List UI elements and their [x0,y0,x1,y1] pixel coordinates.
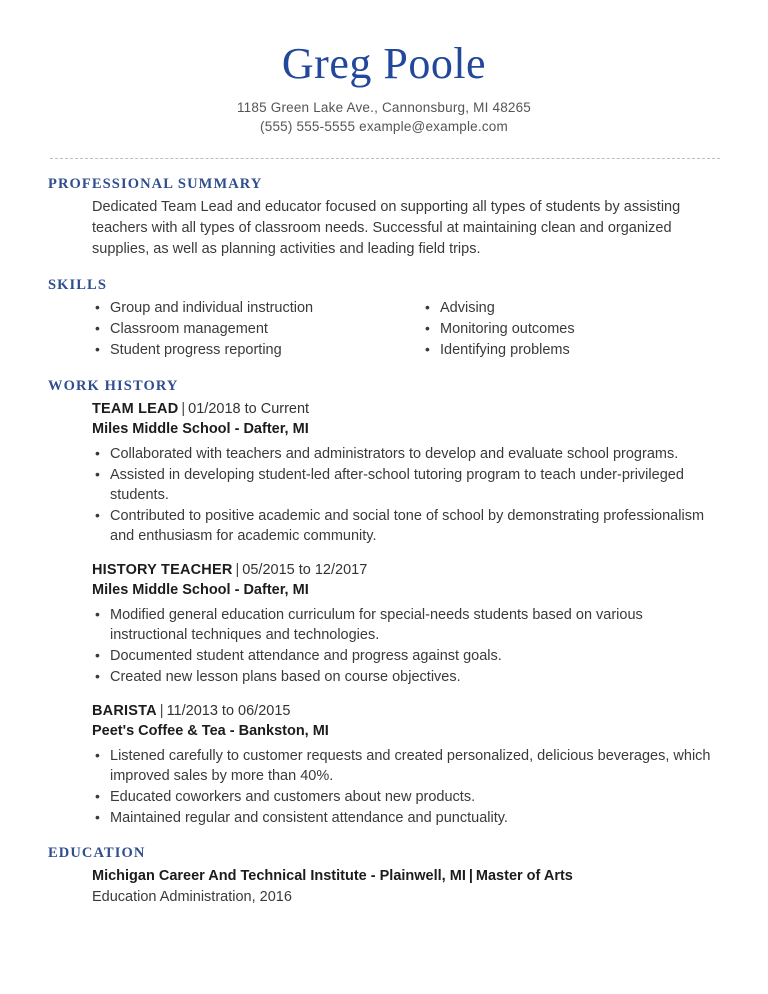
candidate-name: Greg Poole [281,39,487,88]
section-title-summary: PROFESSIONAL SUMMARY [48,176,263,192]
education-degree: Master of Arts [475,868,573,884]
section-skills [48,277,722,361]
list-item: • Maintained regular and consistent attendance and punctuality. [92,808,722,828]
education-school-line [92,866,722,887]
section-title-work-history: WORK HISTORY [48,378,179,394]
education-field-year: Education Administration, 2016 [92,889,292,905]
job-title-line [92,560,722,580]
education-body [48,866,722,908]
skills-column-right [407,298,722,361]
skills-columns [48,298,722,361]
section-professional-summary [48,176,722,260]
list-item: • Documented student attendance and progress against goals. [92,646,722,666]
header-divider [50,158,720,159]
job-separator: | [181,401,186,417]
contact-address: 1185 Green Lake Ave., Cannonsburg, MI 48265 [236,100,532,115]
list-item: • Created new lesson plans based on course objectives. [92,667,722,687]
job-title: TEAM LEAD [92,401,179,417]
skills-list-left [92,298,407,360]
list-item: • Identifying problems [422,340,722,360]
job-title: BARISTA [92,703,157,719]
summary-text: Dedicated Team Lead and educator focused on supporting all types of students by assisting teachers with all types of classroom needs. Successful at maintaining clean and organized supplies, as well as planning activities and leading field trips. [92,199,681,257]
list-item: • Group and individual instruction [92,298,407,318]
skills-column-left [92,298,407,361]
section-title-education: EDUCATION [48,845,146,861]
list-item: • Classroom management [92,319,407,339]
job-title-line [92,701,722,721]
job-entry [92,399,722,546]
list-item: • Assisted in developing student-led after-school tutoring program to teach under-privileged students. [92,465,722,505]
education-separator: | [468,868,473,884]
job-separator: | [159,703,164,719]
job-dates: 01/2018 to Current [188,401,310,417]
job-dates: 05/2015 to 12/2017 [242,562,368,578]
section-education [48,845,722,908]
job-entry [92,560,722,687]
list-item: • Collaborated with teachers and administrators to develop and evaluate school programs. [92,444,722,464]
job-entry [92,701,722,828]
job-dates: 11/2013 to 06/2015 [166,703,291,719]
list-item: • Contributed to positive academic and social tone of school by demonstrating professionalism and enthusiasm for academic community. [92,506,722,546]
job-title-line [92,399,722,419]
list-item: • Student progress reporting [92,340,407,360]
work-history-body [48,399,722,828]
list-item: • Advising [422,298,722,318]
job-company: Miles Middle School - Dafter, MI [92,582,309,598]
education-school: Michigan Career And Technical Institute - Plainwell, MI [92,868,466,884]
job-title: HISTORY TEACHER [92,562,233,578]
skills-list-right [422,298,722,360]
section-title-skills: SKILLS [48,277,107,293]
summary-body [48,197,722,260]
job-company: Peet's Coffee & Tea - Bankston, MI [92,723,329,739]
job-bullets [92,746,722,828]
job-bullets [92,605,722,687]
resume-body [0,176,768,908]
list-item: • Educated coworkers and customers about new products. [92,787,722,807]
job-bullets [92,444,722,546]
list-item: • Modified general education curriculum for special-needs students based on various instructional techniques and technologies. [92,605,722,645]
list-item: • Monitoring outcomes [422,319,722,339]
job-company: Miles Middle School - Dafter, MI [92,421,309,437]
job-separator: | [235,562,240,578]
list-item: • Listened carefully to customer requests and created personalized, delicious beverages, which improved sales by more than 40%. [92,746,722,786]
section-work-history [48,378,722,828]
contact-block [0,98,768,136]
resume-header [0,0,768,136]
contact-phone-email: (555) 555-5555 example@example.com [260,119,508,134]
